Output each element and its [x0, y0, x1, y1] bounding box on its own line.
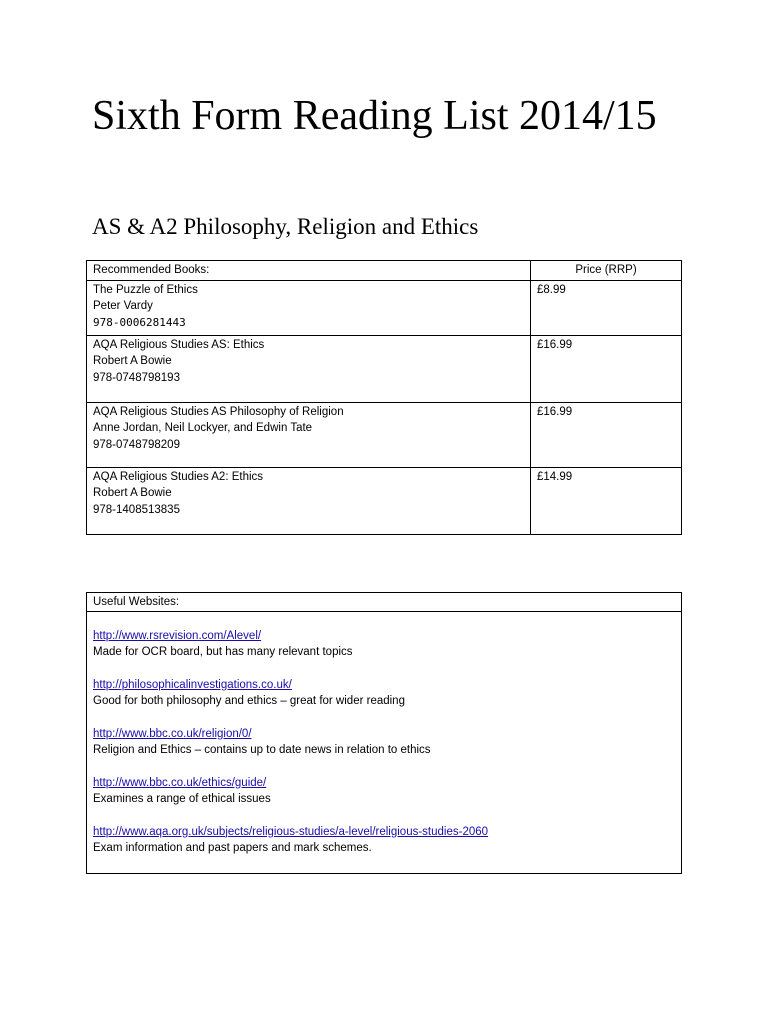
- page-title: Sixth Form Reading List 2014/15: [92, 93, 657, 139]
- price-cell: [531, 402, 682, 467]
- recommended-books-table: [86, 260, 682, 535]
- book-title: AQA Religious Studies AS: Ethics: [93, 338, 265, 351]
- website-link[interactable]: http://www.aqa.org.uk/subjects/religious-studies/a-level/religious-studies-2060: [93, 825, 489, 838]
- header-price: [531, 261, 682, 281]
- book-cell: [87, 402, 531, 467]
- website-item: [93, 677, 675, 710]
- book-author: Robert A Bowie: [93, 487, 172, 499]
- book-cell: [87, 335, 531, 402]
- header-price-label: Price (RRP): [575, 264, 637, 276]
- website-description: Made for OCR board, but has many relevant topics: [93, 646, 353, 658]
- book-cell: [87, 280, 531, 335]
- table-row: [87, 402, 682, 467]
- websites-header: Useful Websites:: [93, 596, 180, 608]
- websites-header-cell: [87, 593, 682, 612]
- website-link[interactable]: http://philosophicalinvestigations.co.uk/: [93, 678, 292, 691]
- table-row: [87, 280, 682, 335]
- header-book-label: Recommended Books:: [93, 264, 210, 276]
- table-header-row: [87, 261, 682, 281]
- useful-websites-table: [86, 592, 682, 874]
- website-item: [93, 726, 675, 759]
- book-isbn: 978-0748798193: [93, 371, 180, 384]
- price-cell: [531, 335, 682, 402]
- book-isbn: 978-0748798209: [93, 438, 180, 451]
- book-price: £8.99: [537, 283, 566, 296]
- book-title: AQA Religious Studies A2: Ethics: [93, 470, 264, 483]
- book-title: AQA Religious Studies AS Philosophy of Religion: [93, 405, 344, 418]
- book-cell: [87, 467, 531, 534]
- table-row: [87, 335, 682, 402]
- website-description: Good for both philosophy and ethics – great for wider reading: [93, 695, 405, 707]
- website-link[interactable]: http://www.bbc.co.uk/ethics/guide/: [93, 776, 267, 789]
- book-author: Robert A Bowie: [93, 355, 172, 367]
- website-item: [93, 775, 675, 808]
- website-description: Exam information and past papers and mark schemes.: [93, 842, 372, 854]
- book-price: £14.99: [537, 470, 573, 483]
- website-link[interactable]: http://www.bbc.co.uk/religion/0/: [93, 727, 252, 740]
- websites-list: [87, 611, 682, 873]
- book-isbn: 978-1408513835: [93, 503, 180, 516]
- table-row: [87, 467, 682, 534]
- book-isbn: 978-0006281443: [93, 315, 186, 329]
- price-cell: [531, 280, 682, 335]
- book-price: £16.99: [537, 338, 573, 351]
- website-item: [93, 628, 675, 661]
- price-cell: [531, 467, 682, 534]
- website-description: Examines a range of ethical issues: [93, 793, 271, 805]
- websites-body-row: [87, 611, 682, 873]
- website-link[interactable]: http://www.rsrevision.com/Alevel/: [93, 629, 262, 642]
- websites-header-row: [87, 593, 682, 612]
- website-item: [93, 824, 675, 857]
- book-author: Peter Vardy: [93, 300, 153, 312]
- website-description: Religion and Ethics – contains up to date news in relation to ethics: [93, 744, 431, 756]
- book-title: The Puzzle of Ethics: [93, 283, 198, 296]
- header-recommended-books: [87, 261, 531, 281]
- book-author: Anne Jordan, Neil Lockyer, and Edwin Tate: [93, 422, 313, 434]
- page-subtitle: AS & A2 Philosophy, Religion and Ethics: [92, 214, 479, 239]
- book-price: £16.99: [537, 405, 573, 418]
